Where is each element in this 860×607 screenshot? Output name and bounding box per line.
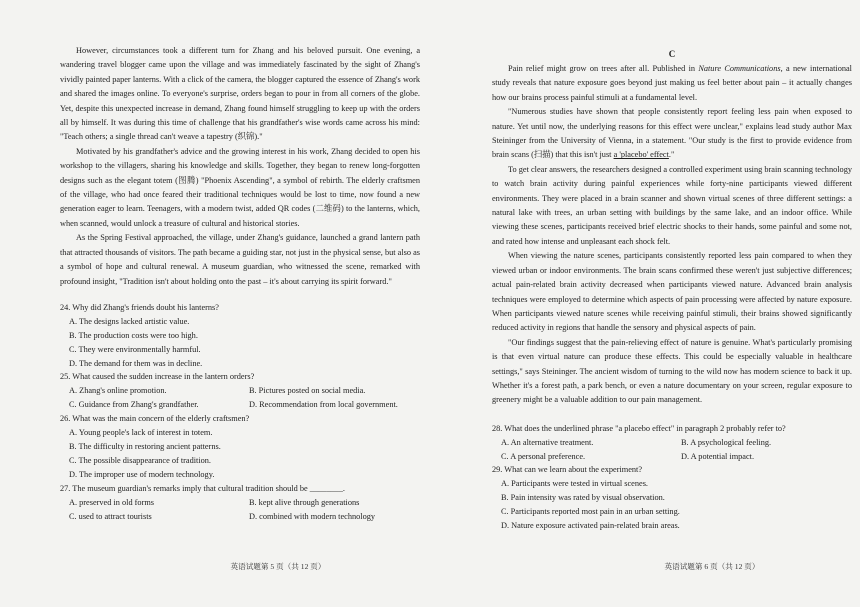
answer-option: A. preserved in old forms [69, 497, 155, 507]
right-column [492, 48, 852, 533]
passage-paragraph: As the Spring Festival approached, the village, under Zhang's guidance, launched a grand lantern path that attracted thousands of visitors. The path became a guiding star, not just in the physical sense, but also as a symbol of hope and cultural renewal. A museum guardian, who witnessed the scene, remarked with profound insight, "Tradition isn't about holding onto the past – it's about carrying its spirit forward." [60, 233, 420, 286]
page-footer: 英语试题第 6 页（共 12 页） [664, 562, 760, 571]
answer-option: B. The production costs were too high. [69, 330, 198, 340]
answer-option: A. Zhang's online promotion. [69, 386, 167, 396]
question [60, 370, 420, 412]
answer-option: A. The designs lacked artistic value. [69, 316, 190, 326]
answer-option: B. Pain intensity was rated by visual observation. [501, 493, 665, 503]
page-footer: 英语试题第 5 页（共 12 页） [230, 562, 326, 571]
passage-paragraph: Pain relief might grow on trees after all. Published in Nature Communications, a new international study reveals that nature exposure goes beyond just making us feel better about pain – it actually changes how our brains process painful stimuli at a fundamental level. [492, 64, 852, 102]
journal-name: Nature Communications [698, 64, 781, 73]
question-stem: 29. What can we learn about the experiment? [492, 465, 643, 475]
question [60, 412, 420, 482]
answer-option: D. combined with modern technology [249, 511, 376, 521]
question-stem: 28. What does the underlined phrase "a placebo effect" in paragraph 2 probably refer to? [492, 423, 786, 433]
question-stem: 26. What was the main concern of the elderly craftsmen? [60, 414, 250, 424]
underlined-phrase: a 'placebo' effect [613, 150, 669, 160]
answer-option: C. A personal preference. [501, 451, 586, 461]
question-list [492, 422, 852, 533]
answer-option: C. Guidance from Zhang's grandfather. [69, 400, 199, 410]
passage-paragraph: However, circumstances took a different turn for Zhang and his beloved pursuit. One evening, a wandering travel blogger came upon the village and was immediately fascinated by the sight of Zhang's vividly painted paper lanterns. With a click of the camera, the blogger captured the essence of Zhang's work and shared the images online. To everyone's surprise, orders began to pour in from all corners of the globe. Yet, despite this unexpected increase in demand, Zhang found himself struggling to keep up with the orders all by himself. It was during this time of challenge that his grandfather's wise words came across his mind: "Teach others; a single thread can't weave a tapestry (织锦)." [60, 46, 420, 142]
answer-option: C. They were environmentally harmful. [69, 344, 201, 354]
question-stem: 24. Why did Zhang's friends doubt his lanterns? [60, 302, 219, 312]
answer-option: D. The improper use of modern technology. [69, 469, 215, 479]
question-stem: 25. What caused the sudden increase in the lantern orders? [60, 372, 255, 382]
passage-paragraph: When viewing the nature scenes, participants consistently reported less pain compared to when they viewed urban or indoor environments. The brain scans confirmed these weren't just subjective differences; actual pain-related brain activity decreased when participants viewed nature. Advanced brain analysis techniques were employed to determine which aspects of pain processing were affected by nature exposure. When participants viewed nature scenes while receiving painful stimuli, their brains showed significantly reduced activity in regions that handle the sensory and physical aspects of pain. [492, 251, 852, 333]
answer-option: A. An alternative treatment. [501, 437, 594, 447]
answer-option: D. Recommendation from local government. [249, 400, 398, 410]
left-column [60, 44, 420, 523]
answer-option: B. Pictures posted on social media. [249, 386, 366, 396]
answer-option: B. The difficulty in restoring ancient patterns. [69, 441, 221, 451]
section-title: C [668, 49, 676, 59]
question-list [60, 301, 420, 524]
right-page [430, 0, 860, 607]
answer-option: B. kept alive through generations [249, 497, 360, 507]
answer-option: D. The demand for them was in decline. [69, 358, 203, 368]
passage-paragraph: Motivated by his grandfather's advice and the growing interest in his work, Zhang decided to open his workshop to the villagers, sharing his knowledge and skills. Together, they began to renew long-forgotten designs such as the elegant totem (图腾) "Phoenix Ascending", a symbol of rebirth. The elderly craftsmen of the village, who had once feared their traditional techniques would be lost to time, now found a new generation eager to learn. Teenagers, with a modern twist, added QR codes (二维码) to the lanterns, which, when scanned, would unlock a treasure of cultural and historical stories. [60, 146, 420, 228]
answer-option: C. The possible disappearance of tradition. [69, 455, 212, 465]
answer-option: C. Participants reported most pain in an urban setting. [501, 507, 680, 517]
question [492, 463, 852, 533]
question [60, 301, 420, 371]
question [492, 422, 852, 464]
answer-option: A. Young people's lack of interest in totem. [69, 428, 213, 438]
answer-option: C. used to attract tourists [69, 511, 152, 521]
answer-option: D. Nature exposure activated pain-related brain areas. [501, 521, 680, 531]
question-stem: 27. The museum guardian's remarks imply that cultural tradition should be ________. [60, 483, 345, 493]
passage-paragraph: To get clear answers, the researchers designed a controlled experiment using brain scanning technology to watch brain activity during painful experiences while forty-nine participants viewed different environments. They were placed in a brain scanner and shown virtual scenes of three different settings: a natural lake with trees, an urban setting with buildings by the same lake, and an indoor office. While viewing these scenes, participants received brief electric shocks to their hands, some painful and some not, and rated how intense and unpleasant each shock felt. [492, 164, 852, 246]
passage-paragraph: "Numerous studies have shown that people consistently report feeling less pain when exposed to nature. Yet until now, the underlying reasons for this effect were unclear," explains lead study author Max Steininger from the University of Vienna, in a statement. "Our study is the first to provide evidence from brain scans (扫描) that this isn't just a 'placebo' effect." [492, 107, 852, 160]
passage-paragraph: "Our findings suggest that the pain-relieving effect of nature is genuine. What's particularly promising is that even virtual nature can produce these effects. This could be especially valuable in healthcare settings," says Steininger. The ancient wisdom of turning to the wild now has modern science to back it up. Whether it's a forest path, a park bench, or even a nature documentary on your screen, regular exposure to greenery might be a valuable addition to our pain management. [492, 337, 852, 405]
question [60, 482, 420, 524]
answer-option: D. A potential impact. [681, 451, 755, 461]
answer-option: B. A psychological feeling. [681, 437, 772, 447]
answer-option: A. Participants were tested in virtual scenes. [501, 479, 648, 489]
